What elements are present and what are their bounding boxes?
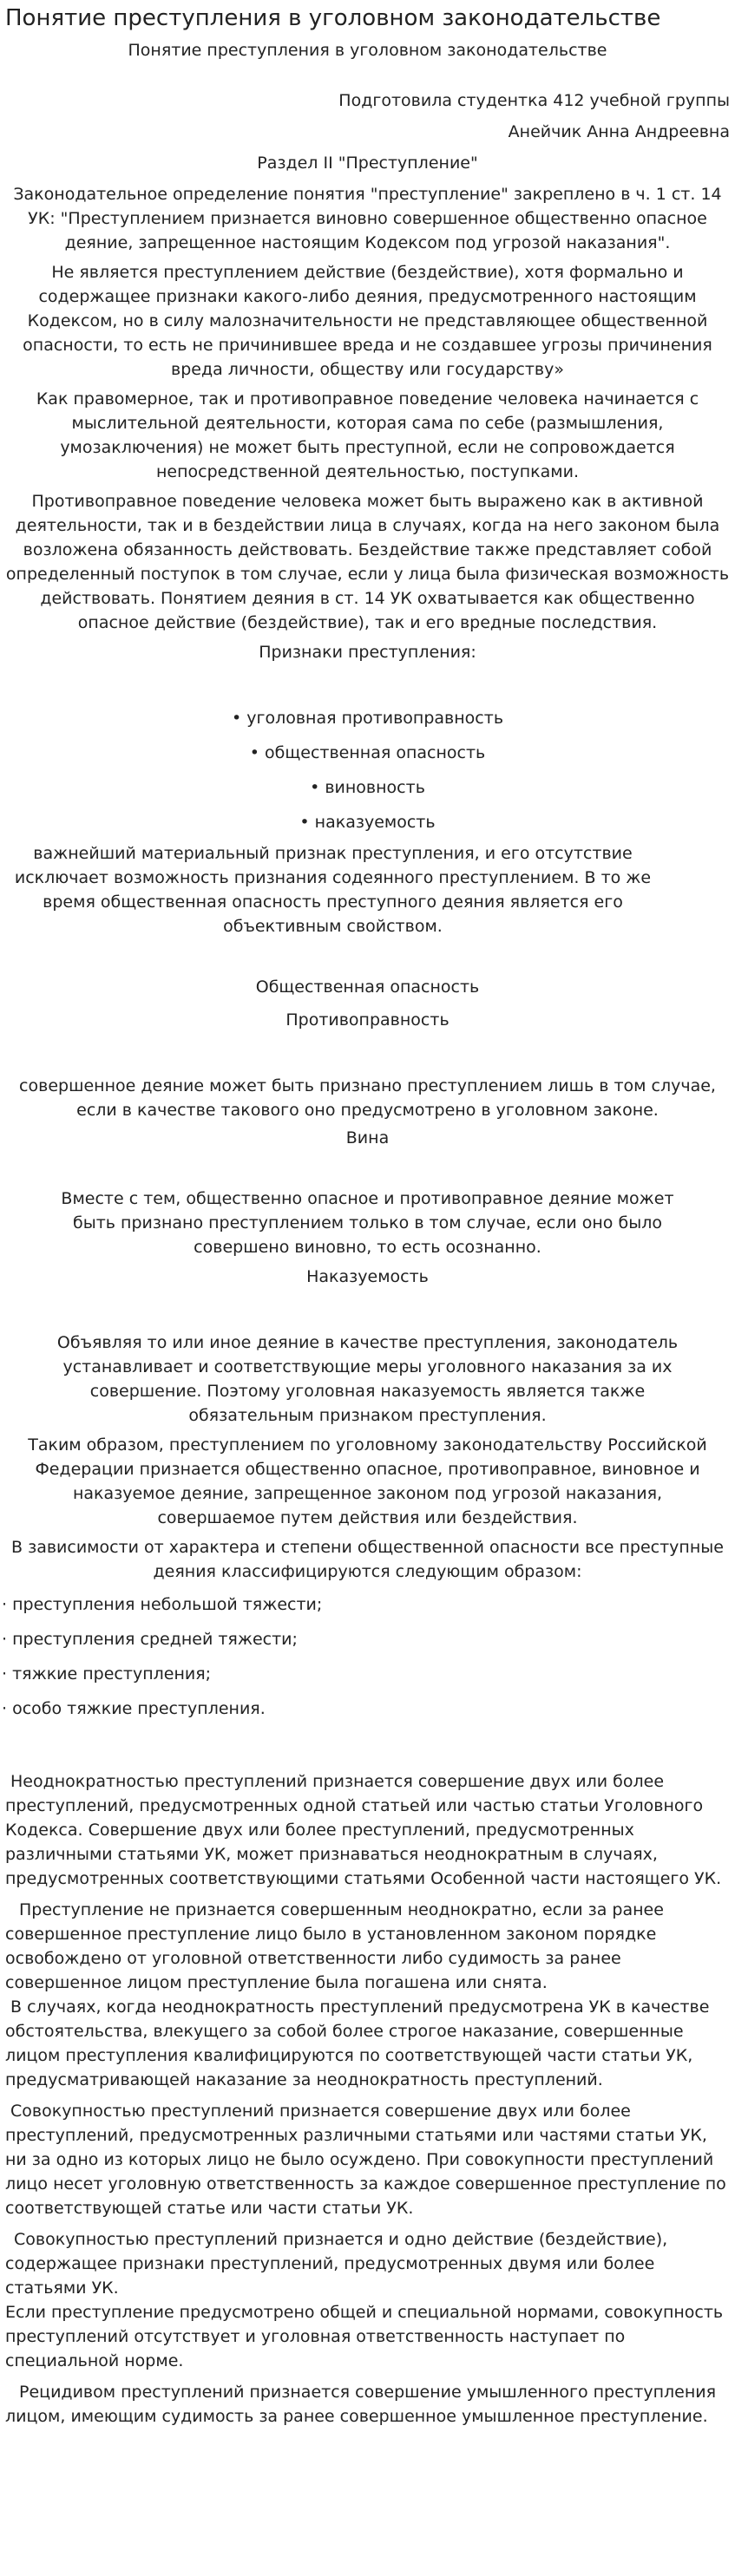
- author-line-1: Подготовила студентка 412 учебной группы: [338, 91, 730, 110]
- paragraph-aggregate-1: Совокупностью преступлений признается совершение двух или более преступлений, предусмотренных различными статьями или частями статьи УК, ни за одно из которых лицо не было осуждено. При совокупности преступлений лицо несет уголовную ответственность за каждое совершенное преступление по соответствующей статье или части статьи УК.: [5, 2102, 726, 2218]
- paragraph-action: Противоправное поведение человека может быть выражено как в активной деятельности, так и в бездействии лица в случаях, когда на него законом была возложена обязанность действовать. Бездействие также представляет собой определенный поступок в том случае, если у лица была физическая возможность действовать. Понятием деяния в ст. 14 УК охватывается как общественно опасное действие (бездействие), так и его вредные последствия.: [5, 492, 730, 632]
- paragraph-behavior: Как правомерное, так и противоправное поведение человека начинается с мыслительной деятельности, которая сама по себе (размышления, умозаключения) не может быть преступной, если не сопровождается непосредственной деятельностью, поступками.: [36, 389, 699, 481]
- page-title: Понятие преступления в уголовном законодательстве: [5, 5, 661, 31]
- paragraph-aggregate-3: Если преступление предусмотрено общей и специальной нормами, совокупность преступлений отсутствует и уголовная ответственность наступает по специальной норме.: [5, 2303, 724, 2370]
- paragraph-material-sign-text: важнейший материальный признак преступления, и его отсутствие исключает возможность признания содеянного преступлением. В то же время общественная опасность преступного деяния является его объективным свойством.: [14, 844, 652, 936]
- sign-item: • уголовная противоправность: [5, 706, 730, 732]
- sign-item: • общественная опасность: [5, 741, 730, 767]
- paragraph-classification: В зависимости от характера и степени общественной опасности все преступные деяния классифицируются следующим образом:: [11, 1538, 724, 1581]
- heading-guilt: Вина: [345, 1128, 390, 1147]
- paragraph-repetition-2: Преступление не признается совершенным неоднократно, если за ранее совершенное преступление лицо было в установленном законом порядке освобождено от уголовной ответственности либо судимость за ранее совершенное лицом преступление была погашена или снята.: [5, 1900, 664, 1992]
- paragraph-unlawfulness: совершенное деяние может быть признано преступлением лишь в том случае, если в качестве такового оно предусмотрено в уголовном законе.: [19, 1076, 716, 1120]
- category-item: · преступления средней тяжести;: [2, 1627, 730, 1651]
- paragraph-repetition-3: В случаях, когда неоднократность преступлений предусмотрена УК в качестве обстоятельства, влекущего за собой более строгое наказание, совершенные лицом преступления квалифицируются по соответствующей части статьи УК, предусматривающей наказание за неоднократность преступлений.: [5, 1997, 710, 2089]
- signs-list: [5, 706, 730, 836]
- category-item: · преступления небольшой тяжести;: [2, 1592, 730, 1617]
- paragraph-definition: Законодательное определение понятия "преступление" закреплено в ч. 1 ст. 14 УК: "Преступлением признается виновно совершенное общественно опасное деяние, запрещенное настоящим Кодексом под угрозой наказания".: [13, 185, 722, 252]
- paragraph-repetition-1: Неоднократностью преступлений признается совершение двух или более преступлений, предусмотренных одной статьей или частью статьи Уголовного Кодекса. Совершение двух или более преступлений, предусмотренных различными статьями УК, может признаваться неоднократным в случаях, предусмотренных соответствующими статьями Особенной части настоящего УК.: [5, 1772, 722, 1888]
- signs-heading: Признаки преступления:: [259, 643, 476, 662]
- paragraph-not-crime: Не является преступлением действие (бездействие), хотя формально и содержащее признаки какого-либо деяния, предусмотренного настоящим Кодексом, но в силу малозначительности не представляющее общественной опасности, то есть не причинившее вреда и не создавшее угрозы причинения вреда личности, обществу или государству»: [23, 263, 712, 379]
- sign-item: • виновность: [5, 775, 730, 801]
- categories-list: [2, 1592, 730, 1721]
- category-item: · тяжкие преступления;: [2, 1662, 730, 1686]
- author-line-2: Анейчик Анна Андреевна: [508, 122, 730, 141]
- paragraph-summary: Таким образом, преступлением по уголовному законодательству Российской Федерации признается общественно опасное, противоправное, виновное и наказуемое деяние, запрещенное законом под угрозой наказания, совершаемое путем действия или бездействия.: [28, 1435, 707, 1527]
- heading-unlawfulness: Противоправность: [285, 1010, 450, 1030]
- paragraph-punishability: Объявляя то или иное деяние в качестве преступления, законодатель устанавливает и соответствующие меры уголовного наказания за их совершение. Поэтому уголовная наказуемость является также обязательным признаком преступления.: [56, 1333, 679, 1425]
- paragraph-material-sign: [5, 841, 730, 938]
- sign-item: • наказуемость: [5, 810, 730, 836]
- paragraph-recidivism: Рецидивом преступлений признается совершение умышленного преступления лицом, имеющим судимость за ранее совершенное умышленное преступление.: [5, 2383, 717, 2426]
- document-subtitle: Понятие преступления в уголовном законодательстве: [128, 41, 607, 60]
- heading-punishability: Наказуемость: [306, 1267, 429, 1286]
- paragraph-aggregate-2: Совокупностью преступлений признается и одно действие (бездействие), содержащее признаки преступлений, предусмотренных двумя или более статьями УК.: [5, 2230, 668, 2298]
- heading-public-danger: Общественная опасность: [255, 977, 480, 997]
- category-item: · особо тяжкие преступления.: [2, 1697, 730, 1721]
- paragraph-guilt: Вместе с тем, общественно опасное и противоправное деяние может быть признано преступлением только в том случае, если оно было совершено виновно, то есть осознанно.: [61, 1189, 674, 1257]
- section-title: Раздел II "Преступление": [257, 154, 478, 173]
